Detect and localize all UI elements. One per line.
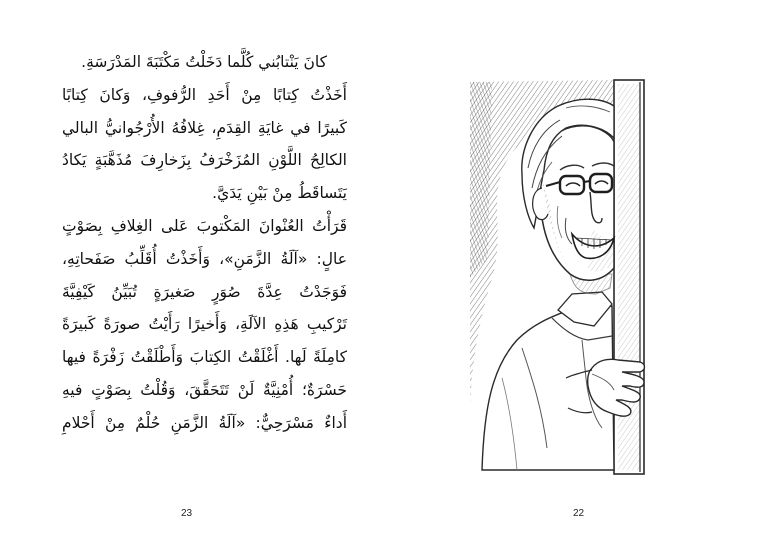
left-page — [0, 0, 382, 553]
page-number-right: 22 — [573, 508, 585, 519]
page-number-left: 23 — [181, 508, 193, 519]
librarian-illustration — [462, 78, 662, 478]
text-line: أَداءٌ مَسْرَحِيٌّ: «آلَةُ الزَّمَنِ حُلْمٌ مِنْ أَحْلامِ — [62, 413, 347, 432]
text-line: يَتَساقَطُ مِنْ بَيْنِ يَدَيَّ. — [212, 184, 347, 203]
text-line: عالٍ: «آلَةُ الزَّمَنِ»، وَأَخَذْتُ أُقَلِّبُ صَفَحاتِهِ، — [62, 249, 347, 268]
text-line: قَرَأْتُ العُنْوانَ المَكْتوبَ عَلى الغِلافِ بِصَوْتٍ — [62, 216, 347, 235]
text-line: حَسْرَةٌ؛ أُمْنِيَّةٌ لَنْ تَتَحَقَّقَ، وَقُلْتُ بِصَوْتٍ فيهِ — [62, 380, 347, 399]
text-line: فَوَجَدْتُ عِدَّةَ صُوَرٍ صَغيرَةٍ تُبَيِّنُ كَيْفِيَّةَ — [62, 282, 347, 301]
text-line: الكالِحُ اللَّوْنِ المُزَخْرَفُ بِزَخارِفَ مُذَهَّبَةٍ يَكادُ — [62, 151, 347, 170]
text-line: أَخَذْتُ كِتابًا مِنْ أَحَدِ الرُّفوفِ، وَكانَ كِتابًا — [62, 85, 347, 104]
story-text — [62, 46, 347, 440]
text-line: كامِلَةً لَها. أَغْلَقْتُ الكِتابَ وَأَطْلَقْتُ زَفْرَةً فيها — [62, 348, 347, 367]
text-line: كَبيرًا في غايَةِ القِدَمِ، غِلافُهُ الأُرْجُوانيُّ البالي — [62, 118, 347, 137]
text-line: تَرْكيبِ هَذِهِ الآلَةِ، وَأَخيرًا رَأَيْتُ صورَةً كَبيرَةً — [62, 315, 347, 334]
text-line: كانَ يَنْتابُني كُلَّما دَخَلْتُ مَكْتَبَةَ المَدْرَسَةِ. — [81, 53, 327, 71]
